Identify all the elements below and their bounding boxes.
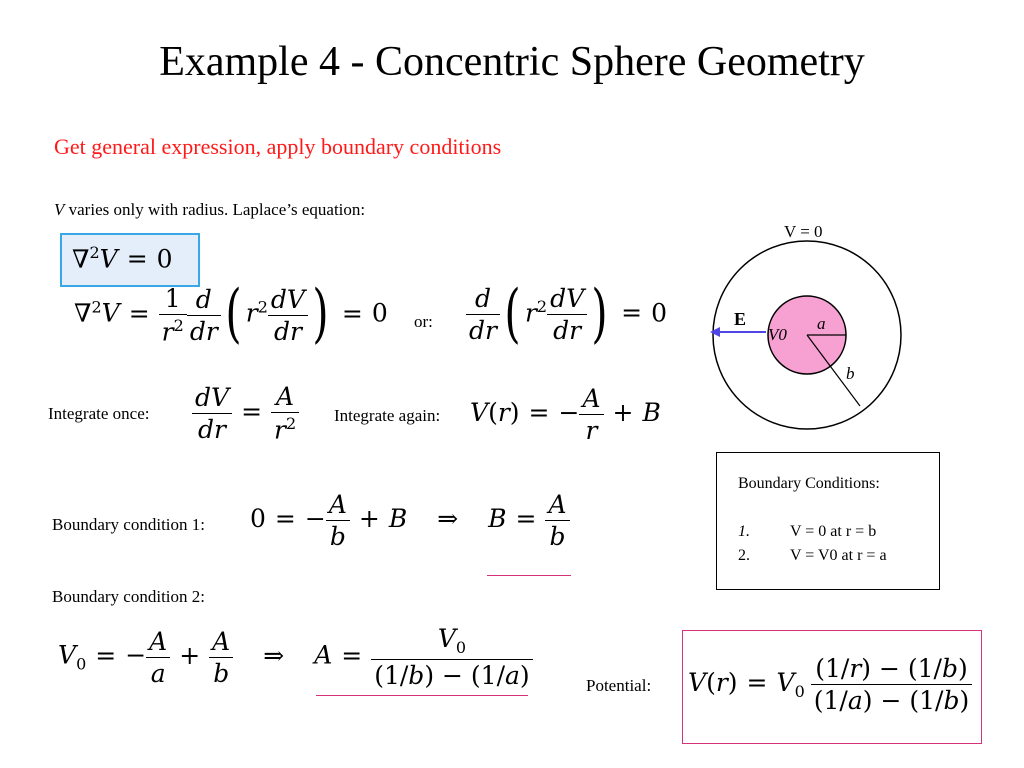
boundary-conditions-box xyxy=(716,452,940,590)
potential-label: Potential: xyxy=(586,676,652,695)
bc1-label: Boundary condition 1: xyxy=(52,515,205,534)
bc-item-number: 1. xyxy=(738,523,750,540)
integrate-once-equation: $\frac{dV}{dr}$ = $\frac{A}{r^2}$ xyxy=(192,384,299,442)
integrate-again-equation: V(r) = − $\frac{A}{r}$ + B xyxy=(470,384,661,445)
page-title: Example 4 - Concentric Sphere Geometry xyxy=(159,39,865,85)
outer-radius-label: b xyxy=(846,364,855,383)
bc2-label: Boundary condition 2: xyxy=(52,587,205,606)
laplace-equation: ∇$^2$V = 0 xyxy=(72,243,173,274)
boundary-condition-item xyxy=(738,547,887,565)
bc1-underline xyxy=(487,575,571,576)
bc1-equation: 0 = − $\frac{A}{b}$ + B ⇒ B = $\frac{A}{b}$ xyxy=(250,492,570,549)
laplacian-reduced-equation: $\frac{d}{dr}$ ( $r^2$ $\frac{dV}{dr}$ ) = 0 xyxy=(466,286,667,344)
or-label: or: xyxy=(414,312,433,331)
bc2-underline xyxy=(316,695,528,696)
intro-sentence: varies only with radius. Laplace’s equation: xyxy=(64,200,366,219)
inner-radius-label: a xyxy=(817,314,826,333)
integrate-once-label: Integrate once: xyxy=(48,404,150,423)
subtitle: Get general expression, apply boundary conditions xyxy=(54,134,502,159)
laplacian-spherical-equation: ∇$^2$V = $\frac{1}{r^2}$ $\frac{d}{dr}$ ( $r^2$ $\frac{dV}{dr}$ ) = 0 xyxy=(74,277,388,352)
concentric-sphere-diagram xyxy=(700,240,920,440)
integrate-again-label: Integrate again: xyxy=(334,406,441,425)
potential-equation: $V(r) = V_0$ $\frac{(1/r) - (1/b)}{(1/a) - (1/b)}$ xyxy=(688,656,972,713)
boundary-condition-item xyxy=(738,523,876,541)
intro-variable: V xyxy=(54,200,65,219)
bc-item-text: V = V0 at r = a xyxy=(790,547,887,564)
intro-text xyxy=(54,200,365,220)
bc2-equation: $V_0$ = − $\frac{A}{a}$ + $\frac{A}{b}$ ⇒ A = $\frac{V_0}{(1/b) - (1/a)}$ xyxy=(58,626,533,688)
outer-potential-label: V = 0 xyxy=(784,222,823,241)
bc-item-text: V = 0 at r = b xyxy=(790,523,877,540)
inner-potential-label: V0 xyxy=(768,325,787,344)
bc-item-number: 2. xyxy=(738,547,750,564)
field-label: E xyxy=(734,309,747,329)
boundary-conditions-heading: Boundary Conditions: xyxy=(738,475,880,492)
